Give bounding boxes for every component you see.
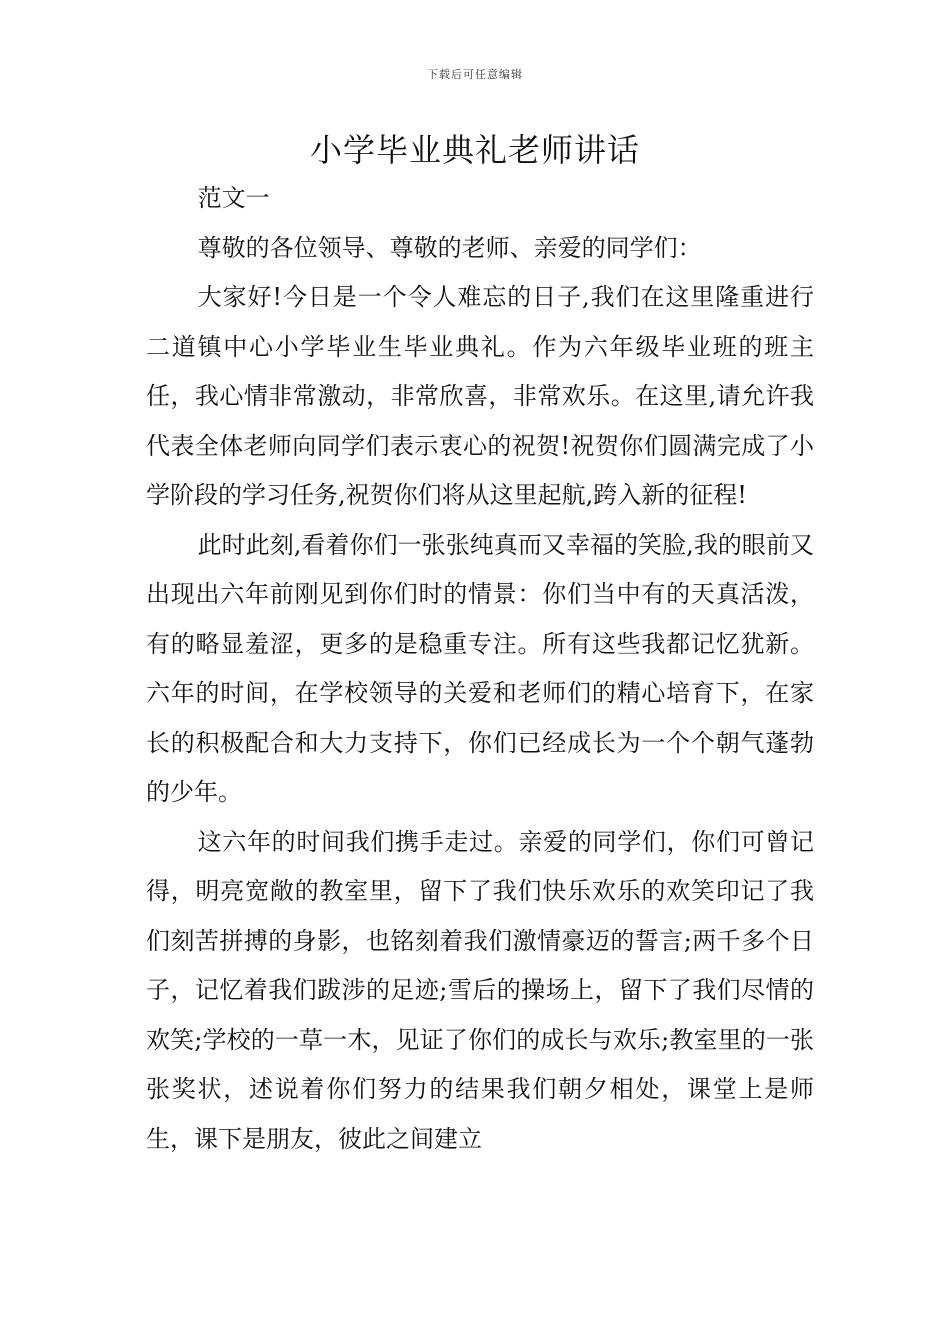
header-note: 下载后可任意编辑 [427,68,523,81]
document-title: 小学毕业典礼老师讲话 [309,131,640,169]
document-body [146,174,814,1164]
paragraph: 大家好!今日是一个令人难忘的日子,我们在这里隆重进行二道镇中心小学毕业生毕业典礼。作为六年级毕业班的班主任，我心情非常激动，非常欣喜，非常欢乐。在这里,请允许我代表全体老师向同学们表示衷心的祝贺!祝贺你们圆满完成了小学阶段的学习任务,祝贺你们将从这里起航,跨入新的征程! [146,283,814,509]
paragraph: 这六年的时间我们携手走过。亲爱的同学们，你们可曾记得，明亮宽敞的教室里，留下了我们快乐欢乐的欢笑印记了我们刻苦拼搏的身影，也铭刻着我们激情豪迈的誓言;两千多个日子，记忆着我们跋涉的足迹;雪后的操场上，留下了我们尽情的欢笑;学校的一草一木，见证了你们的成长与欢乐;教室里的一张张奖状，述说着你们努力的结果我们朝夕相处，课堂上是师生，课下是朋友，彼此之间建立 [146,827,814,1153]
paragraph-salutation: 尊敬的各位领导、尊敬的老师、亲爱的同学们： [197,233,702,262]
paragraph: 此时此刻,看着你们一张张纯真而又幸福的笑脸,我的眼前又出现出六年前刚见到你们时的情景：你们当中有的天真活泼，有的略显羞涩，更多的是稳重专注。所有这些我都记忆犹新。六年的时间，在学校领导的关爱和老师们的精心培育下，在家长的积极配合和大力支持下，你们已经成长为一个个朝气蓬勃的少年。 [146,530,814,806]
paragraph-label: 范文一 [197,184,270,212]
